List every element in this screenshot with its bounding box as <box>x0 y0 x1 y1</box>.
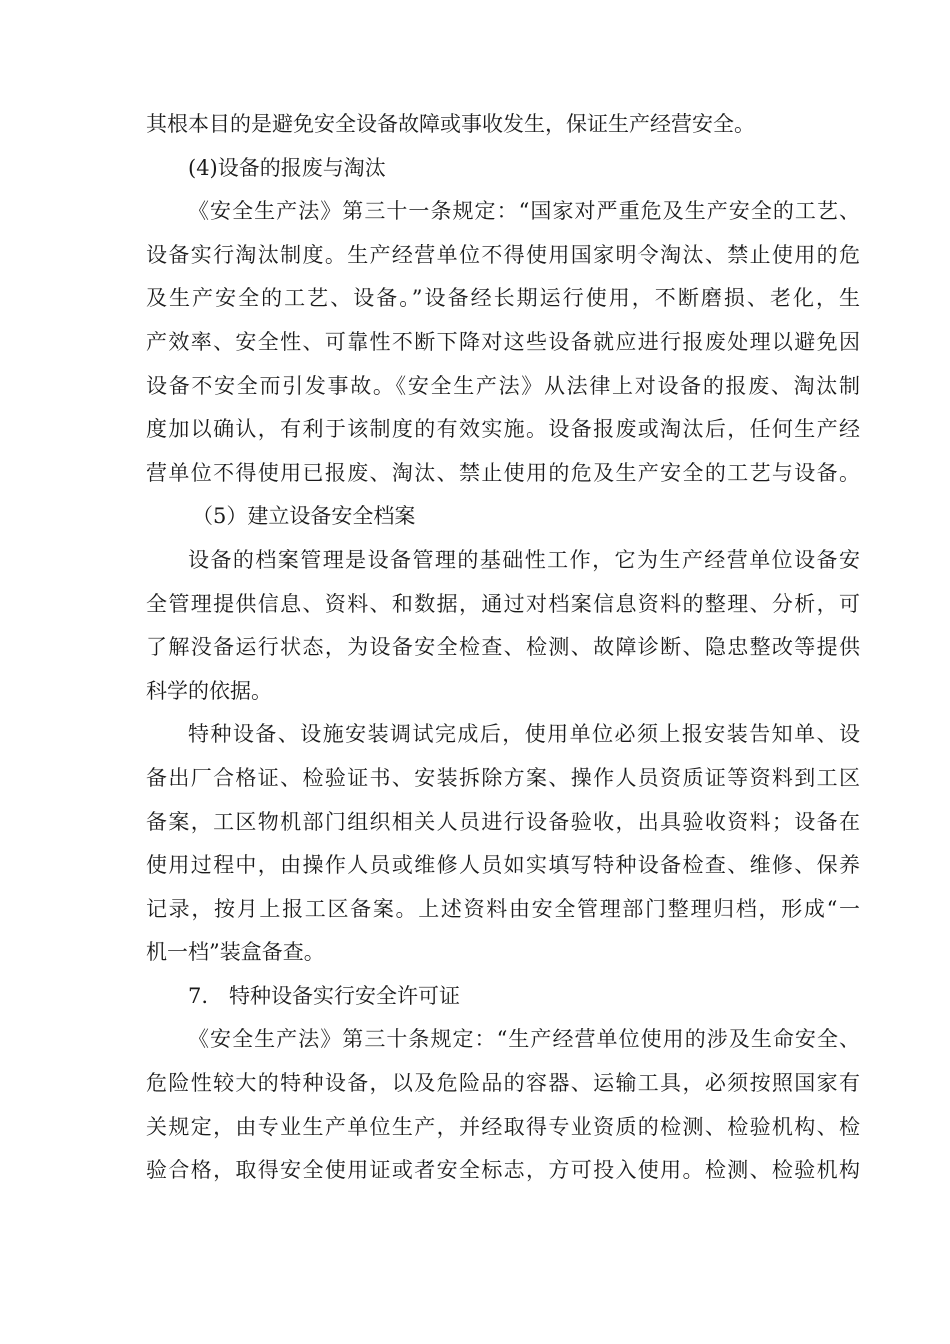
paragraph-line: 机一档”装盒备查。 <box>146 940 325 965</box>
section-heading: (4)设备的报废与淘汰 <box>188 155 386 180</box>
paragraph-line: 《安全生产法》第三十一条规定：“国家对严重危及生产安全的工艺、 <box>188 199 860 224</box>
paragraph-line: 科学的依据。 <box>146 678 272 703</box>
document-body <box>146 103 860 1193</box>
paragraph-line: 备出厂合格证、检验证书、安装拆除方案、操作人员资质证等资料到工区 <box>146 765 860 790</box>
section-heading: 7. 特种设备实行安全许可证 <box>188 983 461 1008</box>
paragraph-line: 《安全生产法》第三十条规定：“生产经营单位使用的涉及生命安全、 <box>188 1027 860 1052</box>
paragraph-line: 设备的档案管理是设备管理的基础性工作，它为生产经营单位设备安 <box>188 547 860 572</box>
paragraph-line: 记录，按月上报工区备案。上述资料由安全管理部门整理归档，形成“一 <box>146 896 860 921</box>
paragraph-line: 其根本目的是避免安全设备故障或事收发生，保证生产经营安全。 <box>146 112 755 136</box>
paragraph-line: 设备实行淘汰制度。生产经营单位不得使用国家明令淘汰、禁止使用的危 <box>146 242 860 267</box>
paragraph-line: 了解没备运行状态，为设备安全检查、检测、故障诊断、隐忠整改等提供 <box>146 635 860 660</box>
paragraph-line: 使用过程中，由操作人员或维修人员如实填写特种设备检查、维修、保养 <box>146 853 860 878</box>
paragraph-line: 度加以确认，有利于该制度的有效实施。设备报废或淘汰后，任何生产经 <box>146 417 860 442</box>
paragraph-line: 特种设备、设施安装调试完成后，使用单位必须上报安装告知单、设 <box>188 722 860 747</box>
section-heading: （5）建立设备安全档案 <box>192 504 416 529</box>
paragraph-line: 关规定，由专业生产单位生产，并经取得专业资质的检测、检验机构、检 <box>146 1114 860 1139</box>
paragraph-line: 备案，工区物机部门组织相关人员进行设备验收，出具验收资料；设备在 <box>146 809 860 834</box>
paragraph-line: 危险性较大的特种设备，以及危险品的容器、运输工具，必须按照国家有 <box>146 1071 860 1096</box>
paragraph-line: 及生产安全的工艺、设备。”设备经长期运行使用，不断磨损、老化，生 <box>146 286 860 311</box>
paragraph-line: 设备不安全而引发事故。《安全生产法》从法律上对设备的报废、淘汰制 <box>146 373 860 398</box>
paragraph-line: 营单位不得使用已报废、淘汰、禁止使用的危及生产安全的工艺与设备。 <box>146 460 860 485</box>
paragraph-line: 全管理提供信息、资料、和数据，通过对档案信息资料的整理、分析，可 <box>146 591 860 616</box>
paragraph-line: 验合格，取得安全使用证或者安全标志，方可投入使用。检测、检验机构 <box>146 1158 860 1183</box>
paragraph-line: 产效率、安全性、可靠性不断下降对这些设备就应进行报废处理以避免因 <box>146 329 860 354</box>
